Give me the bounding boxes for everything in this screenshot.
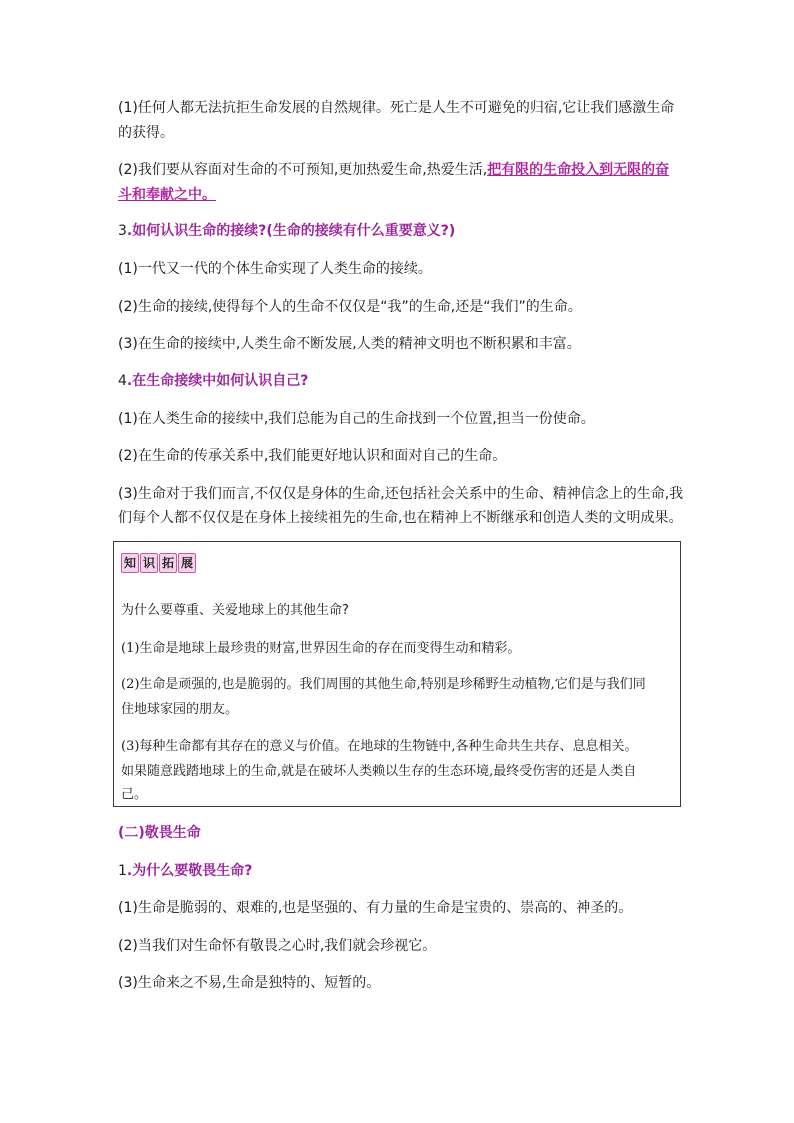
section-3-item-3: (3)在生命的接续中,人类生命不断发展,人类的精神文明也不断积累和丰富。 xyxy=(118,336,581,352)
box-answer-1: (1)生命是地球上最珍贵的财富,世界因生命的存在而变得生动和精彩。 xyxy=(121,641,521,656)
knowledge-extension-box xyxy=(113,541,681,807)
section-4-item-1: (1)在人类生命的接续中,我们总能为自己的生命找到一个位置,担当一份使命。 xyxy=(118,411,595,427)
box-answer-2-line-2: 住地球家园的朋友。 xyxy=(121,702,239,717)
section-4-heading xyxy=(118,369,684,393)
box-answer-2-line-1: (2)生命是顽强的,也是脆弱的。我们周围的其他生命,特别是珍稀野生动植物,它们是与我们同 xyxy=(121,677,646,692)
emphasis-text: 把有限的生命投入到无限的奋 xyxy=(487,162,670,178)
paragraph-2-line-1 xyxy=(118,158,684,182)
badge-char: 拓 xyxy=(159,553,177,573)
paragraph-2-line-2 xyxy=(118,183,684,207)
section-two-1-number: 1 xyxy=(118,863,127,879)
section-3-heading xyxy=(118,219,684,243)
section-two-1-item-3: (3)生命来之不易,生命是独特的、短暂的。 xyxy=(118,975,381,991)
badge-char: 识 xyxy=(140,553,158,573)
knowledge-extension-badge xyxy=(121,553,196,573)
box-answer-3-line-2: 如果随意践踏地球上的生命,就是在破坏人类赖以生存的生态环境,最终受伤害的还是人类自 xyxy=(121,764,637,779)
box-answer-3-line-1: (3)每种生命都有其存在的意义与价值。在地球的生物链中,各种生命共生共存、息息相关。 xyxy=(121,739,638,754)
paragraph-1-line-1: (1)任何人都无法抗拒生命发展的自然规律。死亡是人生不可避免的归宿,它让我们感激生命 xyxy=(118,100,675,116)
section-3-item-1: (1)一代又一代的个体生命实现了人类生命的接续。 xyxy=(118,261,432,277)
section-two-heading: (二)敬畏生命 xyxy=(118,825,201,841)
section-4-item-3-line-2: 们每个人都不仅仅是在身体上接续祖先的生命,也在精神上不断继承和创造人类的文明成果。 xyxy=(118,510,683,526)
section-4-title: .在生命接续中如何认识自己? xyxy=(126,373,309,389)
section-3-number: 3 xyxy=(118,223,127,239)
section-4-number: 4 xyxy=(118,373,127,389)
badge-char: 展 xyxy=(178,553,196,573)
paragraph-2-text: (2)我们要从容面对生命的不可预知,更加热爱生命,热爱生活, xyxy=(118,162,488,178)
badge-char: 知 xyxy=(121,553,139,573)
section-4-item-2: (2)在生命的传承关系中,我们能更好地认识和面对自己的生命。 xyxy=(118,448,507,464)
section-two-1-heading xyxy=(118,859,684,883)
emphasis-text-cont: 斗和奉献之中。 xyxy=(118,187,216,203)
paragraph-1-line-2: 的获得。 xyxy=(118,125,174,141)
section-4-item-3-line-1: (3)生命对于我们而言,不仅仅是身体的生命,还包括社会关系中的生命、精神信念上的生命,我 xyxy=(118,486,684,502)
box-question: 为什么要尊重、关爱地球上的其他生命? xyxy=(121,603,349,618)
section-two-1-title: .为什么要敬畏生命? xyxy=(126,863,253,879)
section-two-1-item-2: (2)当我们对生命怀有敬畏之心时,我们就会珍视它。 xyxy=(118,938,437,954)
box-answer-3-line-3: 己。 xyxy=(121,787,148,802)
section-3-title: .如何认识生命的接续?(生命的接续有什么重要意义?) xyxy=(126,223,456,239)
section-two-1-item-1: (1)生命是脆弱的、艰难的,也是坚强的、有力量的生命是宝贵的、崇高的、神圣的。 xyxy=(118,900,633,916)
section-3-item-2: (2)生命的接续,使得每个人的生命不仅仅是“我”的生命,还是“我们”的生命。 xyxy=(118,299,582,315)
